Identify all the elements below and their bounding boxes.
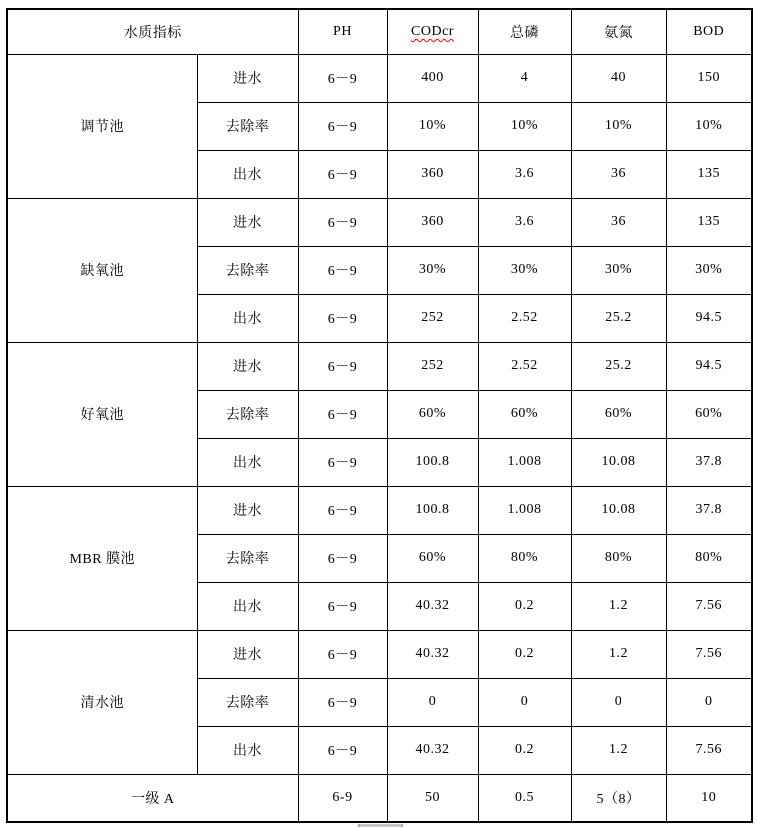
value-cell: 6－9: [298, 726, 387, 774]
value-cell: 6－9: [298, 630, 387, 678]
value-cell: 10%: [387, 102, 478, 150]
value-cell: 80%: [571, 534, 666, 582]
value-cell: 2.52: [478, 294, 571, 342]
value-cell: 6－9: [298, 438, 387, 486]
value-cell: 4: [478, 54, 571, 102]
value-cell: 0.5: [478, 774, 571, 822]
value-cell: 10%: [571, 102, 666, 150]
row-label-cell: 出水: [197, 438, 298, 486]
row-label-cell: 进水: [197, 486, 298, 534]
value-cell: 25.2: [571, 342, 666, 390]
row-label-cell: 出水: [197, 294, 298, 342]
value-cell: 30%: [478, 246, 571, 294]
pool-name-cell: 好氧池: [7, 342, 197, 486]
row-label-cell: 进水: [197, 630, 298, 678]
row-label-cell: 进水: [197, 54, 298, 102]
value-cell: 2.52: [478, 342, 571, 390]
value-cell: 0: [387, 678, 478, 726]
value-cell: 40.32: [387, 582, 478, 630]
value-cell: 135: [666, 150, 752, 198]
page-edge-artifact: [358, 824, 403, 827]
value-cell: 10%: [666, 102, 752, 150]
value-cell: 0.2: [478, 726, 571, 774]
value-cell: 1.008: [478, 438, 571, 486]
value-cell: 30%: [666, 246, 752, 294]
value-cell: 6－9: [298, 150, 387, 198]
value-cell: 7.56: [666, 582, 752, 630]
value-cell: 6－9: [298, 294, 387, 342]
value-cell: 360: [387, 198, 478, 246]
header-cell-bod: BOD: [666, 9, 752, 54]
value-cell: 36: [571, 150, 666, 198]
value-cell: 40.32: [387, 726, 478, 774]
value-cell: 80%: [666, 534, 752, 582]
value-cell: 400: [387, 54, 478, 102]
value-cell: 6－9: [298, 102, 387, 150]
value-cell: 94.5: [666, 294, 752, 342]
value-cell: 60%: [387, 390, 478, 438]
value-cell: 3.6: [478, 198, 571, 246]
header-cell-nh3n: 氨氮: [571, 9, 666, 54]
pool-name-cell: 缺氧池: [7, 198, 197, 342]
spellcheck-underlined-text: CODcr: [411, 23, 454, 39]
value-cell: 80%: [478, 534, 571, 582]
value-cell: 252: [387, 294, 478, 342]
standard-level-cell: 一级 A: [7, 774, 298, 822]
value-cell: 50: [387, 774, 478, 822]
row-label-cell: 去除率: [197, 678, 298, 726]
value-cell: 10: [666, 774, 752, 822]
value-cell: 60%: [571, 390, 666, 438]
value-cell: 60%: [478, 390, 571, 438]
value-cell: 60%: [387, 534, 478, 582]
value-cell: 6-9: [298, 774, 387, 822]
row-label-cell: 出水: [197, 582, 298, 630]
value-cell: 25.2: [571, 294, 666, 342]
water-quality-table: [6, 8, 753, 823]
value-cell: 37.8: [666, 438, 752, 486]
value-cell: 40: [571, 54, 666, 102]
value-cell: 0: [666, 678, 752, 726]
value-cell: 30%: [387, 246, 478, 294]
value-cell: 1.008: [478, 486, 571, 534]
header-title-cell: [7, 9, 298, 54]
row-label-cell: 进水: [197, 198, 298, 246]
header-cell-ph: PH: [298, 9, 387, 54]
value-cell: 40.32: [387, 630, 478, 678]
value-cell: 7.56: [666, 630, 752, 678]
value-cell: 0.2: [478, 582, 571, 630]
value-cell: 3.6: [478, 150, 571, 198]
pool-name-cell: 清水池: [7, 630, 197, 774]
row-label-cell: 进水: [197, 342, 298, 390]
pool-name-cell: MBR 膜池: [7, 486, 197, 630]
row-label-cell: 去除率: [197, 390, 298, 438]
value-cell: 5（8）: [571, 774, 666, 822]
row-label-cell: 去除率: [197, 102, 298, 150]
value-cell: 10%: [478, 102, 571, 150]
value-cell: 10.08: [571, 486, 666, 534]
value-cell: 360: [387, 150, 478, 198]
value-cell: 36: [571, 198, 666, 246]
value-cell: 0: [478, 678, 571, 726]
value-cell: 150: [666, 54, 752, 102]
value-cell: 135: [666, 198, 752, 246]
value-cell: 7.56: [666, 726, 752, 774]
value-cell: 1.2: [571, 630, 666, 678]
value-cell: 6－9: [298, 534, 387, 582]
value-cell: 6－9: [298, 198, 387, 246]
value-cell: 6－9: [298, 486, 387, 534]
value-cell: 1.2: [571, 582, 666, 630]
value-cell: 6－9: [298, 246, 387, 294]
header-cell-codcr: [387, 9, 478, 54]
value-cell: 6－9: [298, 678, 387, 726]
value-cell: 37.8: [666, 486, 752, 534]
value-cell: 100.8: [387, 438, 478, 486]
row-label-cell: 去除率: [197, 534, 298, 582]
value-cell: 60%: [666, 390, 752, 438]
value-cell: 94.5: [666, 342, 752, 390]
value-cell: 252: [387, 342, 478, 390]
value-cell: 100.8: [387, 486, 478, 534]
value-cell: 6－9: [298, 342, 387, 390]
table-title: 水质指标: [123, 25, 182, 41]
row-label-cell: 去除率: [197, 246, 298, 294]
row-label-cell: 出水: [197, 150, 298, 198]
value-cell: 6－9: [298, 582, 387, 630]
row-label-cell: 出水: [197, 726, 298, 774]
value-cell: 6－9: [298, 390, 387, 438]
value-cell: 0: [571, 678, 666, 726]
value-cell: 1.2: [571, 726, 666, 774]
value-cell: 30%: [571, 246, 666, 294]
value-cell: 10.08: [571, 438, 666, 486]
pool-name-cell: 调节池: [7, 54, 197, 198]
header-cell-tp: 总磷: [478, 9, 571, 54]
value-cell: 6－9: [298, 54, 387, 102]
value-cell: 0.2: [478, 630, 571, 678]
